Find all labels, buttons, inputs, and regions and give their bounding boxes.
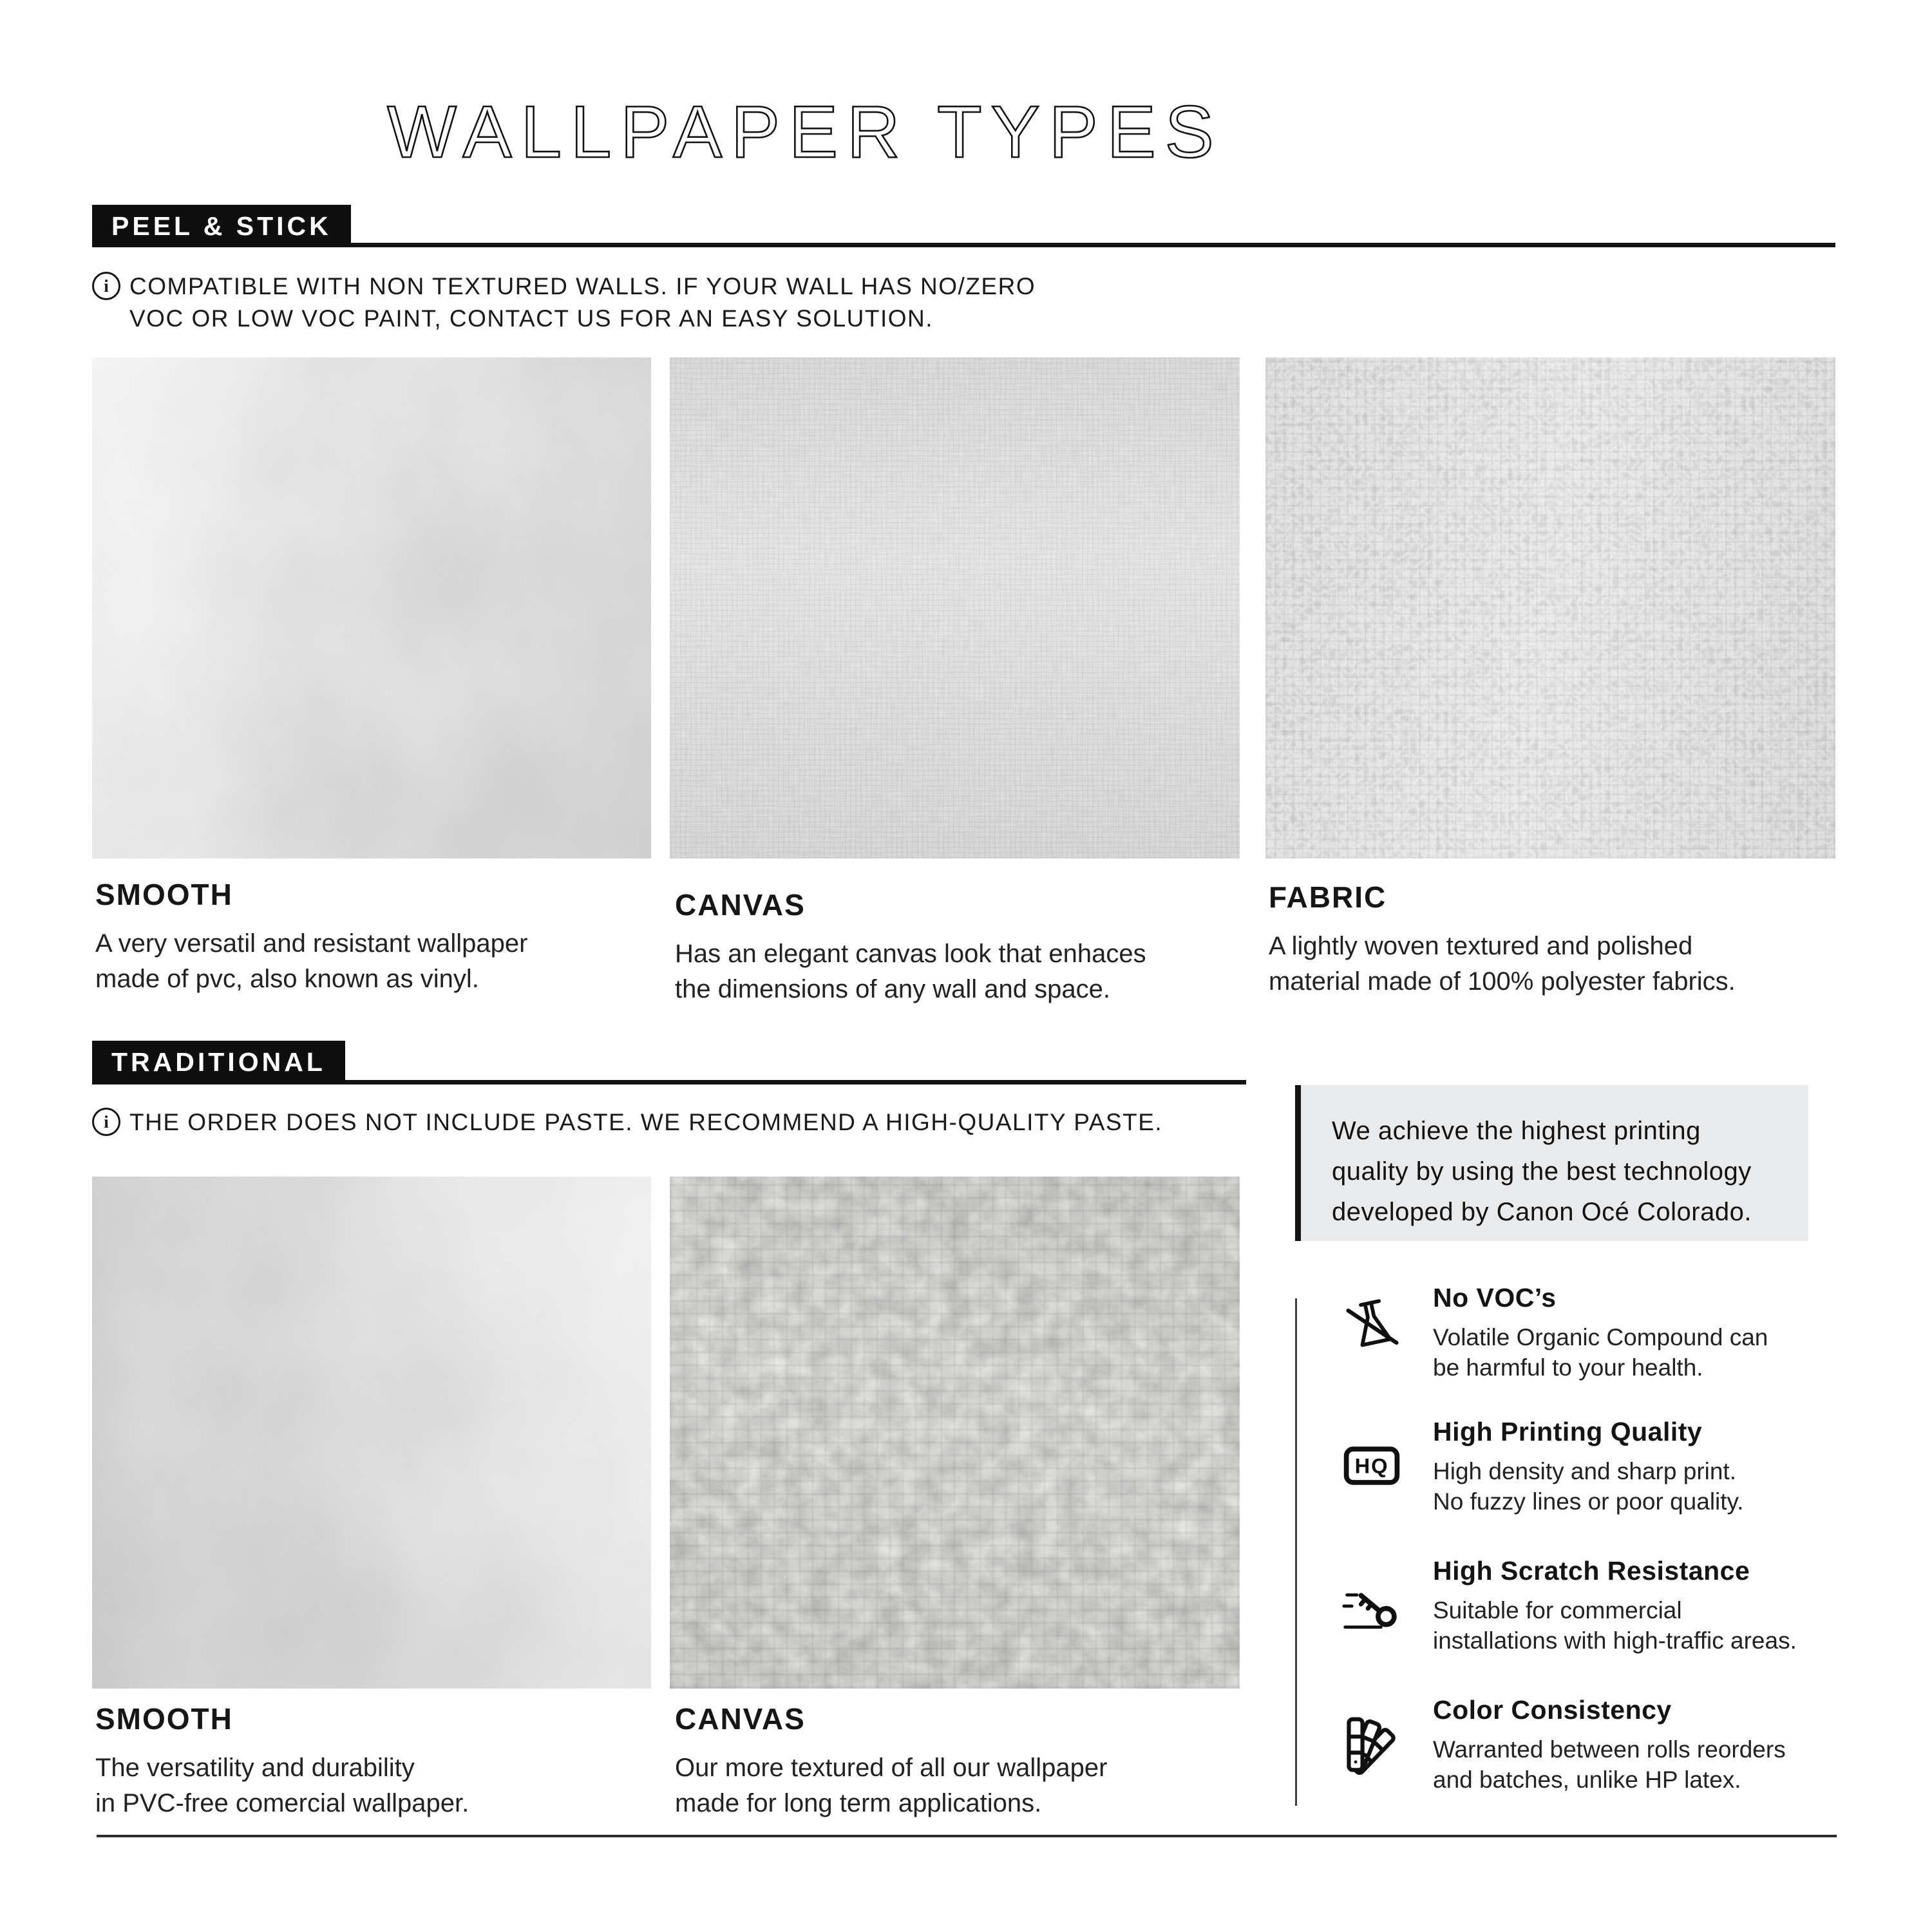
note-line: COMPATIBLE WITH NON TEXTURED WALLS. IF YOUR WALL HAS NO/ZERO xyxy=(129,273,1036,299)
desc-line: Volatile Organic Compound can xyxy=(1433,1324,1768,1350)
quality-note-line: We achieve the highest printing xyxy=(1332,1117,1701,1145)
desc-line: made for long term applications. xyxy=(675,1789,1042,1817)
feature-description xyxy=(1433,1456,1871,1517)
swatch-title: FABRIC xyxy=(1269,880,1387,914)
peel-stick-badge: PEEL & STICK xyxy=(92,205,351,247)
feature-title: High Printing Quality xyxy=(1433,1417,1703,1446)
desc-line: the dimensions of any wall and space. xyxy=(675,975,1110,1003)
swatch-title: SMOOTH xyxy=(95,1702,233,1736)
caption-peel-stick-fabric xyxy=(1269,880,1835,999)
quality-note-line: developed by Canon Océ Colorado. xyxy=(1332,1198,1752,1226)
caption-traditional-canvas xyxy=(675,1701,1242,1821)
swatch-title: CANVAS xyxy=(675,1702,806,1736)
swatch-description xyxy=(675,1750,1242,1821)
swatch-traditional-canvas xyxy=(670,1177,1240,1689)
swatch-peel-stick-smooth xyxy=(92,357,651,858)
bottom-divider-line xyxy=(97,1835,1837,1837)
feature-no-voc xyxy=(1433,1283,1871,1383)
swatch-peel-stick-canvas xyxy=(670,357,1240,858)
desc-line: be harmful to your health. xyxy=(1433,1354,1703,1381)
traditional-note-text: THE ORDER DOES NOT INCLUDE PASTE. WE RECOMMEND A HIGH-QUALITY PASTE. xyxy=(129,1109,1163,1135)
swatch-description xyxy=(95,1750,649,1821)
desc-line: in PVC-free comercial wallpaper. xyxy=(95,1789,469,1817)
swatch-title: SMOOTH xyxy=(95,878,233,911)
desc-line: No fuzzy lines or poor quality. xyxy=(1433,1488,1744,1515)
feature-title: High Scratch Resistance xyxy=(1433,1556,1750,1586)
caption-peel-stick-canvas xyxy=(675,887,1242,1007)
no-voc-flask-icon xyxy=(1341,1296,1403,1358)
feature-title: No VOC’s xyxy=(1433,1283,1557,1312)
desc-line: A very versatil and resistant wallpaper xyxy=(95,929,528,958)
desc-line: material made of 100% polyester fabrics. xyxy=(1269,967,1736,996)
caption-peel-stick-smooth xyxy=(95,877,649,997)
desc-line: A lightly woven textured and polished xyxy=(1269,932,1693,960)
desc-line: Warranted between rolls reorders xyxy=(1433,1736,1786,1763)
swatch-description xyxy=(675,936,1242,1007)
feature-description xyxy=(1433,1734,1871,1795)
desc-line: Suitable for commercial xyxy=(1433,1597,1682,1624)
note-line: VOC OR LOW VOC PAINT, CONTACT US FOR AN EASY SOLUTION. xyxy=(129,305,934,332)
svg-text:HQ: HQ xyxy=(1354,1454,1389,1478)
desc-line: High density and sharp print. xyxy=(1433,1458,1736,1484)
desc-line: The versatility and durability xyxy=(95,1754,415,1782)
swatch-title: CANVAS xyxy=(675,888,806,922)
peel-stick-rule xyxy=(92,243,1835,247)
caption-traditional-smooth xyxy=(95,1701,649,1821)
quality-note-line: quality by using the best technology xyxy=(1332,1157,1752,1186)
feature-description xyxy=(1433,1322,1871,1383)
feature-high-scratch-resistance xyxy=(1433,1556,1871,1656)
traditional-badge: TRADITIONAL xyxy=(92,1041,345,1083)
desc-line: Has an elegant canvas look that enhaces xyxy=(675,940,1146,968)
printing-quality-callout xyxy=(1295,1085,1808,1241)
swatch-traditional-smooth xyxy=(92,1177,651,1689)
info-icon xyxy=(92,1108,120,1136)
traditional-note xyxy=(92,1106,1162,1139)
key-scratch-icon xyxy=(1341,1574,1403,1636)
feature-description xyxy=(1433,1595,1871,1656)
features-divider-line xyxy=(1295,1298,1297,1806)
color-swatches-icon xyxy=(1341,1714,1403,1776)
feature-color-consistency xyxy=(1433,1695,1871,1795)
swatch-description xyxy=(1269,929,1835,999)
peel-stick-note-text xyxy=(129,270,1036,335)
info-icon xyxy=(92,272,120,300)
peel-stick-note xyxy=(92,270,1036,335)
swatch-peel-stick-fabric xyxy=(1265,357,1835,858)
desc-line: Our more textured of all our wallpaper xyxy=(675,1754,1108,1782)
desc-line: and batches, unlike HP latex. xyxy=(1433,1766,1741,1793)
feature-high-printing-quality xyxy=(1433,1417,1871,1517)
page-title: WALLPAPER TYPES xyxy=(387,91,1223,173)
swatch-description xyxy=(95,926,649,997)
feature-title: Color Consistency xyxy=(1433,1695,1672,1725)
hq-badge-icon xyxy=(1341,1435,1403,1497)
desc-line: installations with high-traffic areas. xyxy=(1433,1627,1797,1654)
desc-line: made of pvc, also known as vinyl. xyxy=(95,965,479,993)
